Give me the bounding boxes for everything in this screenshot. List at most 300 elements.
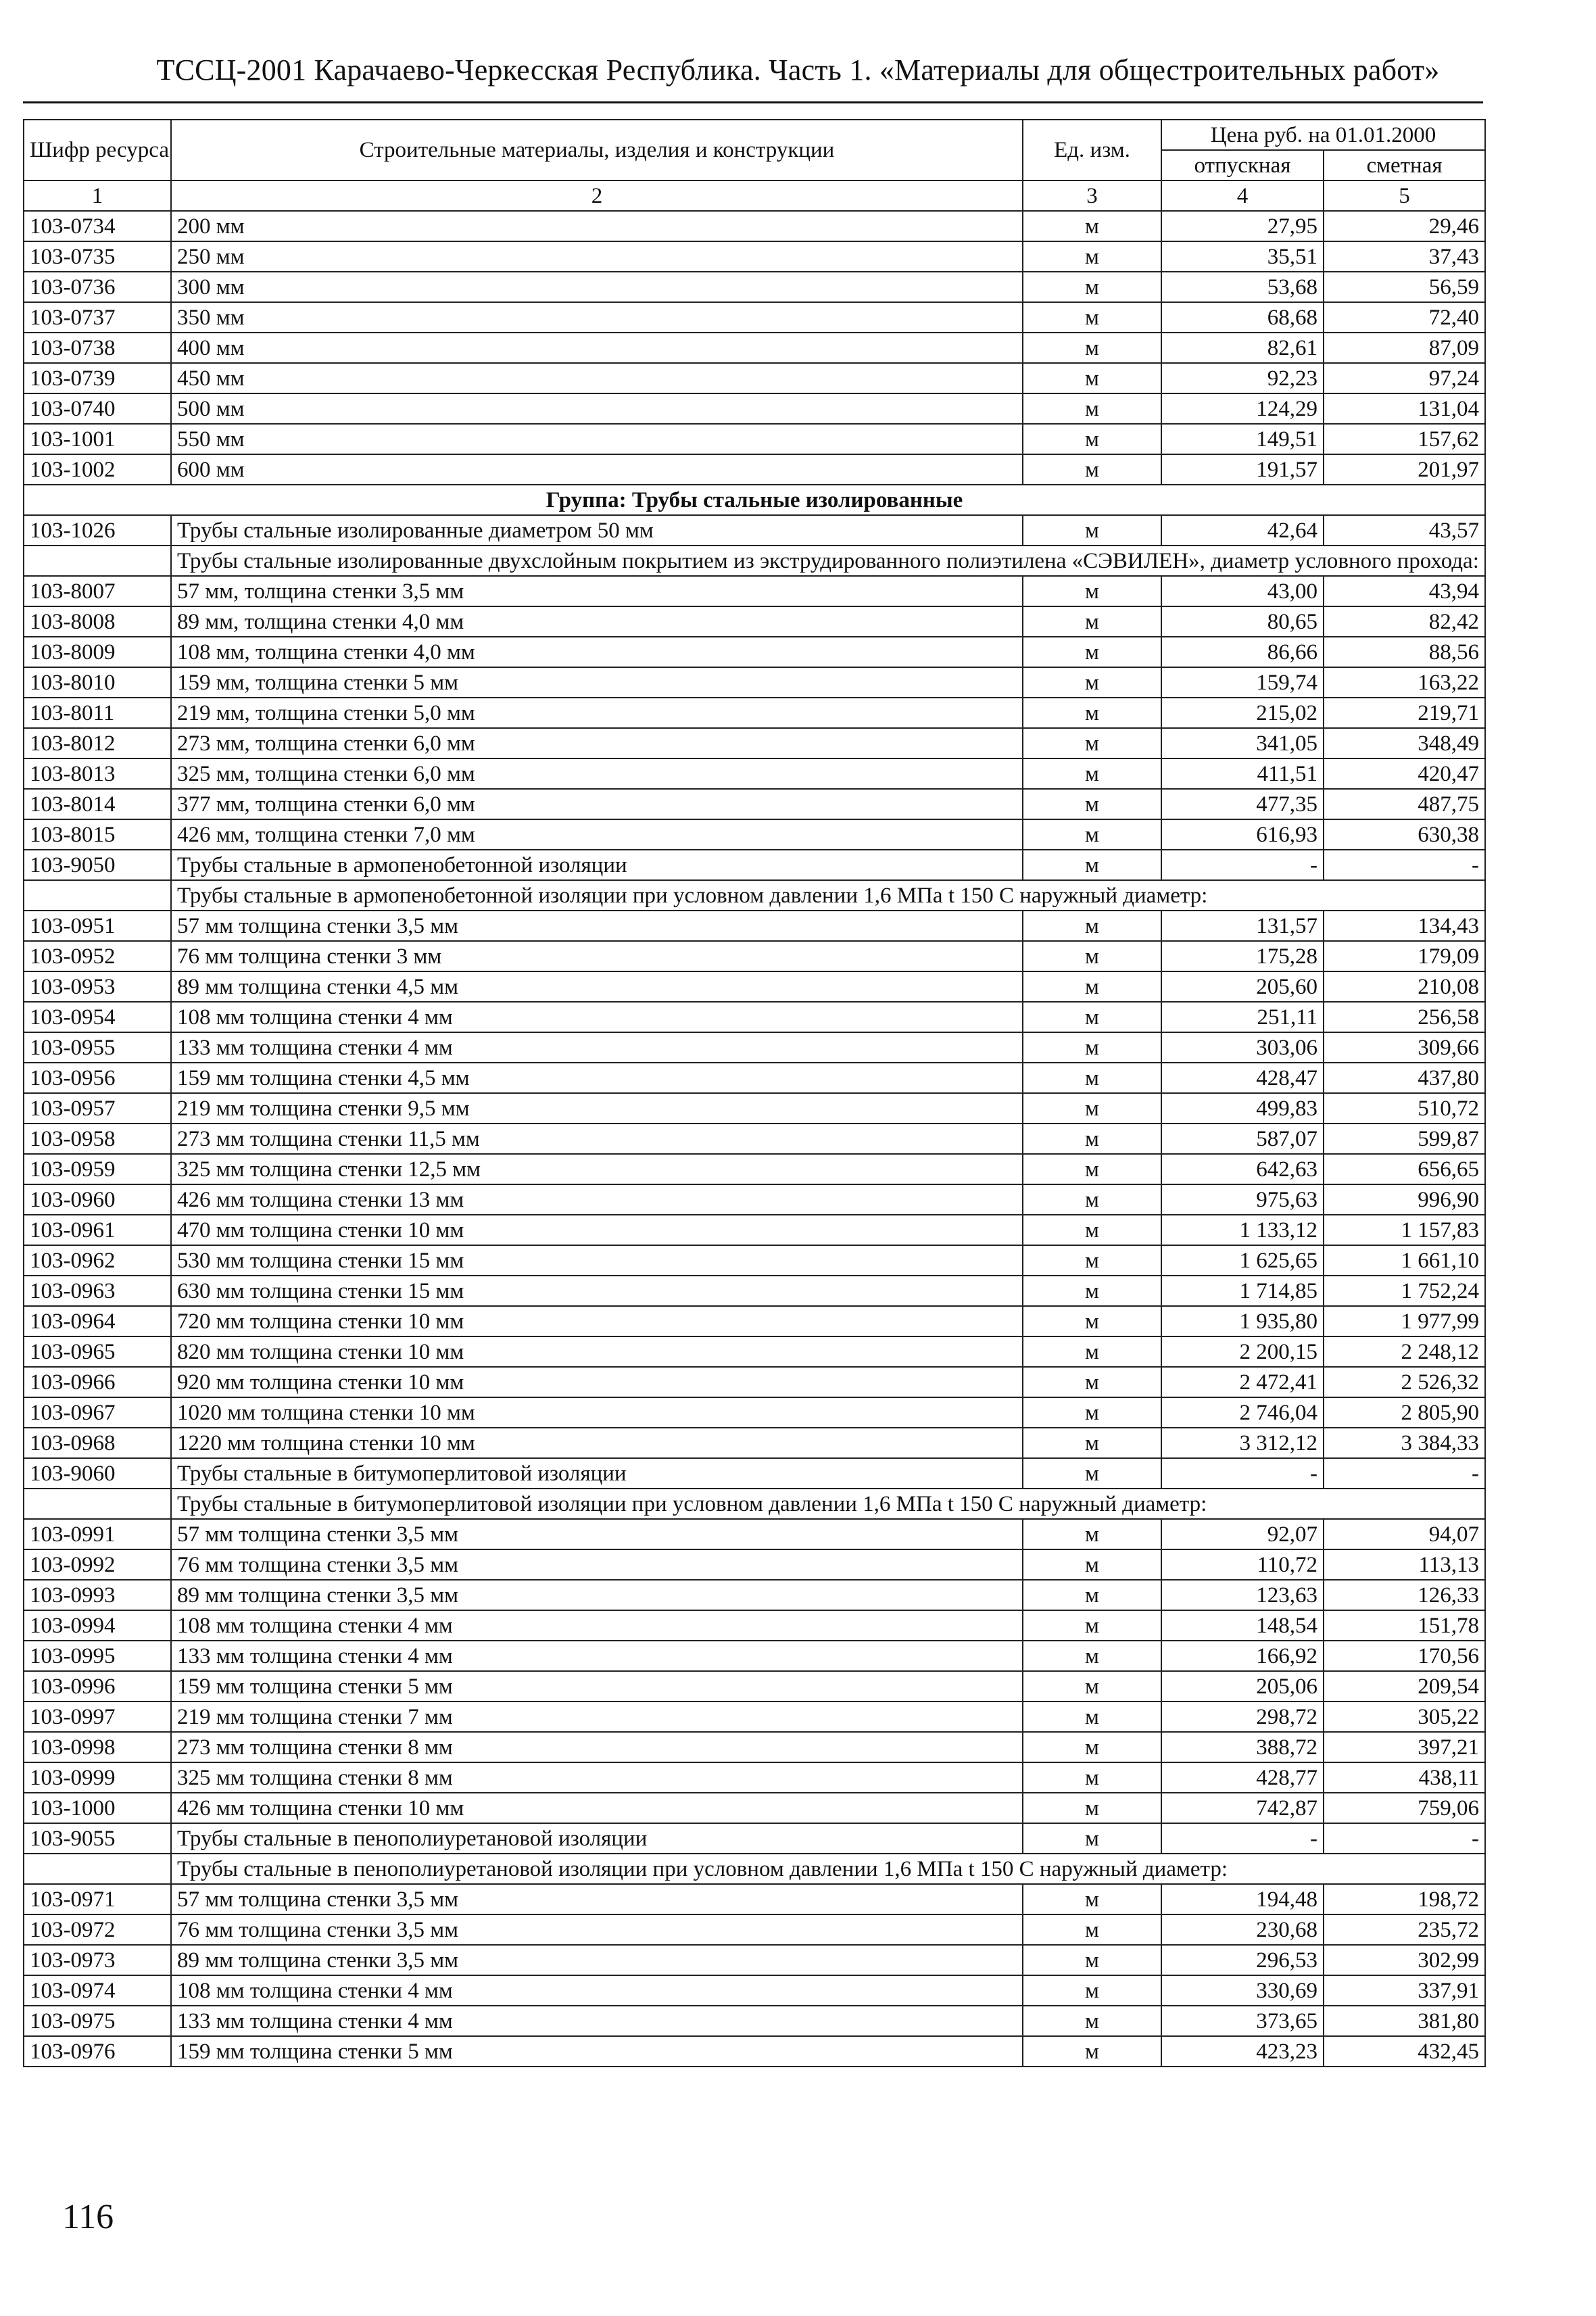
estimate-price: 381,80: [1324, 2006, 1485, 2036]
unit-cell: м: [1023, 1702, 1161, 1732]
estimate-price: 56,59: [1324, 272, 1485, 302]
unit-cell: м: [1023, 2006, 1161, 2036]
estimate-price: 179,09: [1324, 941, 1485, 971]
release-price: 42,64: [1161, 515, 1324, 546]
item-name: 377 мм, толщина стенки 6,0 мм: [171, 789, 1023, 819]
table-row: [24, 454, 1485, 485]
item-name: 57 мм, толщина стенки 3,5 мм: [171, 576, 1023, 606]
estimate-price: 510,72: [1324, 1093, 1485, 1124]
resource-code: 103-0972: [24, 1914, 171, 1945]
resource-code: 103-0993: [24, 1580, 171, 1610]
unit-cell: м: [1023, 1032, 1161, 1063]
resource-code: 103-0965: [24, 1336, 171, 1367]
unit-cell: м: [1023, 211, 1161, 241]
estimate-price: 151,78: [1324, 1610, 1485, 1641]
page-header: ТССЦ-2001 Карачаево-Черкесская Республика. Часть 1. «Материалы для общестроительных работ»: [156, 53, 1440, 87]
resource-code: 103-0961: [24, 1215, 171, 1245]
item-name: 219 мм толщина стенки 7 мм: [171, 1702, 1023, 1732]
col-index: 5: [1324, 180, 1485, 211]
resource-code: 103-9050: [24, 850, 171, 880]
estimate-price: 996,90: [1324, 1184, 1485, 1215]
item-name: 1220 мм толщина стенки 10 мм: [171, 1428, 1023, 1458]
resource-code: 103-0958: [24, 1124, 171, 1154]
estimate-price: 37,43: [1324, 241, 1485, 272]
resource-code: 103-0956: [24, 1063, 171, 1093]
resource-code: 103-0955: [24, 1032, 171, 1063]
resource-code: 103-0967: [24, 1397, 171, 1428]
release-price: 428,77: [1161, 1762, 1324, 1793]
resource-code: 103-0999: [24, 1762, 171, 1793]
unit-cell: м: [1023, 819, 1161, 850]
release-price: 423,23: [1161, 2036, 1324, 2067]
resource-code: 103-0976: [24, 2036, 171, 2067]
release-price: 303,06: [1161, 1032, 1324, 1063]
resource-code: 103-8007: [24, 576, 171, 606]
resource-code: 103-1026: [24, 515, 171, 546]
unit-cell: м: [1023, 1124, 1161, 1154]
unit-cell: м: [1023, 1093, 1161, 1124]
table-row: [24, 241, 1485, 272]
resource-code: 103-0963: [24, 1276, 171, 1306]
estimate-price: -: [1324, 850, 1485, 880]
item-name: 1020 мм толщина стенки 10 мм: [171, 1397, 1023, 1428]
item-name: 350 мм: [171, 302, 1023, 333]
unit-cell: м: [1023, 1732, 1161, 1762]
item-name: Трубы стальные в битумоперлитовой изоляции: [171, 1458, 1023, 1489]
item-name: 108 мм толщина стенки 4 мм: [171, 1002, 1023, 1032]
estimate-price: 131,04: [1324, 393, 1485, 424]
item-name: 89 мм толщина стенки 3,5 мм: [171, 1580, 1023, 1610]
item-name: 273 мм толщина стенки 8 мм: [171, 1732, 1023, 1762]
col-index: 3: [1023, 180, 1161, 211]
unit-cell: м: [1023, 333, 1161, 363]
resource-code: 103-0738: [24, 333, 171, 363]
table-row: [24, 1914, 1485, 1945]
estimate-price: 209,54: [1324, 1671, 1485, 1702]
table-row: [24, 1610, 1485, 1641]
item-name: 159 мм толщина стенки 4,5 мм: [171, 1063, 1023, 1093]
release-price: 123,63: [1161, 1580, 1324, 1610]
resource-code: 103-1000: [24, 1793, 171, 1823]
table-row: [24, 1276, 1485, 1306]
table-row: [24, 667, 1485, 698]
release-price: 2 200,15: [1161, 1336, 1324, 1367]
resource-code: 103-0739: [24, 363, 171, 393]
estimate-price: 235,72: [1324, 1914, 1485, 1945]
release-price: 35,51: [1161, 241, 1324, 272]
release-price: 1 133,12: [1161, 1215, 1324, 1245]
unit-cell: м: [1023, 1549, 1161, 1580]
table-row: [24, 1884, 1485, 1914]
table-row: [24, 1762, 1485, 1793]
table-row: [24, 1945, 1485, 1975]
item-name: 450 мм: [171, 363, 1023, 393]
release-price: 1 625,65: [1161, 1245, 1324, 1276]
resource-code: 103-0954: [24, 1002, 171, 1032]
estimate-price: -: [1324, 1458, 1485, 1489]
unit-cell: м: [1023, 272, 1161, 302]
estimate-price: 87,09: [1324, 333, 1485, 363]
estimate-price: 437,80: [1324, 1063, 1485, 1093]
unit-cell: м: [1023, 1306, 1161, 1336]
release-price: -: [1161, 1458, 1324, 1489]
empty-cell: [24, 880, 171, 911]
resource-code: 103-0736: [24, 272, 171, 302]
table-row: [24, 1215, 1485, 1245]
unit-cell: м: [1023, 1914, 1161, 1945]
estimate-price: 170,56: [1324, 1641, 1485, 1671]
unit-cell: м: [1023, 1397, 1161, 1428]
group-title: Группа: Трубы стальные изолированные: [24, 485, 1485, 515]
unit-cell: м: [1023, 302, 1161, 333]
table-row: [24, 1093, 1485, 1124]
release-price: 86,66: [1161, 637, 1324, 667]
item-name: 530 мм толщина стенки 15 мм: [171, 1245, 1023, 1276]
estimate-price: 759,06: [1324, 1793, 1485, 1823]
release-price: 166,92: [1161, 1641, 1324, 1671]
estimate-price: 348,49: [1324, 728, 1485, 758]
empty-cell: [24, 546, 171, 576]
unit-cell: м: [1023, 1276, 1161, 1306]
resource-code: 103-0957: [24, 1093, 171, 1124]
resource-code: 103-1001: [24, 424, 171, 454]
estimate-price: 134,43: [1324, 911, 1485, 941]
unit-cell: м: [1023, 2036, 1161, 2067]
unit-cell: м: [1023, 1884, 1161, 1914]
item-name: 159 мм толщина стенки 5 мм: [171, 2036, 1023, 2067]
header-release: отпускная: [1161, 150, 1324, 180]
resource-code: 103-0992: [24, 1549, 171, 1580]
release-price: 330,69: [1161, 1975, 1324, 2006]
item-name: 89 мм толщина стенки 3,5 мм: [171, 1945, 1023, 1975]
item-name: 600 мм: [171, 454, 1023, 485]
unit-cell: м: [1023, 667, 1161, 698]
table-row: [24, 272, 1485, 302]
subheader-text: Трубы стальные в битумоперлитовой изоляции при условном давлении 1,6 МПа t 150 С наружный диаметр:: [171, 1489, 1485, 1519]
unit-cell: м: [1023, 1580, 1161, 1610]
unit-cell: м: [1023, 1945, 1161, 1975]
table-row: [24, 333, 1485, 363]
release-price: 2 746,04: [1161, 1397, 1324, 1428]
estimate-price: 198,72: [1324, 1884, 1485, 1914]
resource-code: 103-8011: [24, 698, 171, 728]
table-row: [24, 1519, 1485, 1549]
table-row: [24, 637, 1485, 667]
resource-code: 103-0952: [24, 941, 171, 971]
resource-code: 103-0994: [24, 1610, 171, 1641]
table-row: [24, 941, 1485, 971]
table-row: [24, 393, 1485, 424]
estimate-price: 157,62: [1324, 424, 1485, 454]
table-row: [24, 1397, 1485, 1428]
table-row: [24, 1458, 1485, 1489]
subheader-text: Трубы стальные изолированные двухслойным покрытием из экструдированного полиэтилена «СЭВИЛЕН», диаметр условного прохода:: [171, 546, 1485, 576]
unit-cell: м: [1023, 1367, 1161, 1397]
unit-cell: м: [1023, 1245, 1161, 1276]
subheader-row: [24, 546, 1485, 576]
estimate-price: 1 752,24: [1324, 1276, 1485, 1306]
resource-code: 103-0966: [24, 1367, 171, 1397]
release-price: 411,51: [1161, 758, 1324, 789]
resource-code: 103-0960: [24, 1184, 171, 1215]
estimate-price: 302,99: [1324, 1945, 1485, 1975]
estimate-price: 487,75: [1324, 789, 1485, 819]
estimate-price: 305,22: [1324, 1702, 1485, 1732]
estimate-price: 43,94: [1324, 576, 1485, 606]
item-name: 300 мм: [171, 272, 1023, 302]
item-name: 273 мм, толщина стенки 6,0 мм: [171, 728, 1023, 758]
table-row: [24, 1702, 1485, 1732]
release-price: 80,65: [1161, 606, 1324, 637]
unit-cell: м: [1023, 1519, 1161, 1549]
item-name: 219 мм, толщина стенки 5,0 мм: [171, 698, 1023, 728]
subheader-text: Трубы стальные в пенополиуретановой изоляции при условном давлении 1,6 МПа t 150 С наружный диаметр:: [171, 1854, 1485, 1884]
unit-cell: м: [1023, 606, 1161, 637]
release-price: 131,57: [1161, 911, 1324, 941]
release-price: 53,68: [1161, 272, 1324, 302]
item-name: 133 мм толщина стенки 4 мм: [171, 1032, 1023, 1063]
table-row: [24, 515, 1485, 546]
unit-cell: м: [1023, 515, 1161, 546]
release-price: 191,57: [1161, 454, 1324, 485]
resource-code: 103-0968: [24, 1428, 171, 1458]
estimate-price: 94,07: [1324, 1519, 1485, 1549]
table-row: [24, 698, 1485, 728]
table-row: [24, 1549, 1485, 1580]
estimate-price: 88,56: [1324, 637, 1485, 667]
release-price: 1 935,80: [1161, 1306, 1324, 1336]
table-row: [24, 1428, 1485, 1458]
item-name: 820 мм толщина стенки 10 мм: [171, 1336, 1023, 1367]
estimate-price: 2 526,32: [1324, 1367, 1485, 1397]
table-row: [24, 1732, 1485, 1762]
estimate-price: 163,22: [1324, 667, 1485, 698]
estimate-price: 438,11: [1324, 1762, 1485, 1793]
table-row: [24, 758, 1485, 789]
item-name: 426 мм толщина стенки 10 мм: [171, 1793, 1023, 1823]
col-index: 4: [1161, 180, 1324, 211]
resource-code: 103-0953: [24, 971, 171, 1002]
estimate-price: 337,91: [1324, 1975, 1485, 2006]
item-name: 400 мм: [171, 333, 1023, 363]
col-index: 1: [24, 180, 171, 211]
release-price: 110,72: [1161, 1549, 1324, 1580]
release-price: 2 472,41: [1161, 1367, 1324, 1397]
release-price: 499,83: [1161, 1093, 1324, 1124]
unit-cell: м: [1023, 1975, 1161, 2006]
estimate-price: 219,71: [1324, 698, 1485, 728]
table-row: [24, 1823, 1485, 1854]
item-name: 426 мм, толщина стенки 7,0 мм: [171, 819, 1023, 850]
unit-cell: м: [1023, 363, 1161, 393]
page-number: 116: [62, 2198, 114, 2236]
release-price: 124,29: [1161, 393, 1324, 424]
item-name: 159 мм толщина стенки 5 мм: [171, 1671, 1023, 1702]
unit-cell: м: [1023, 1823, 1161, 1854]
header-price: Цена руб. на 01.01.2000: [1161, 120, 1485, 150]
table-row: [24, 1154, 1485, 1184]
release-price: 373,65: [1161, 2006, 1324, 2036]
unit-cell: м: [1023, 1154, 1161, 1184]
release-price: 251,11: [1161, 1002, 1324, 1032]
estimate-price: 397,21: [1324, 1732, 1485, 1762]
header-estimate: сметная: [1324, 150, 1485, 180]
release-price: 68,68: [1161, 302, 1324, 333]
header-code: Шифр ресурса: [24, 120, 171, 180]
unit-cell: м: [1023, 1671, 1161, 1702]
item-name: Трубы стальные в армопенобетонной изоляции: [171, 850, 1023, 880]
empty-cell: [24, 1489, 171, 1519]
estimate-price: 1 977,99: [1324, 1306, 1485, 1336]
release-price: 642,63: [1161, 1154, 1324, 1184]
item-name: 720 мм толщина стенки 10 мм: [171, 1306, 1023, 1336]
table-row: [24, 211, 1485, 241]
table-row: [24, 1063, 1485, 1093]
table-row: [24, 1975, 1485, 2006]
resource-code: 103-9055: [24, 1823, 171, 1854]
item-name: 108 мм толщина стенки 4 мм: [171, 1975, 1023, 2006]
item-name: 159 мм, толщина стенки 5 мм: [171, 667, 1023, 698]
header-rule: [23, 101, 1483, 103]
estimate-price: 29,46: [1324, 211, 1485, 241]
item-name: 500 мм: [171, 393, 1023, 424]
table-row: [24, 576, 1485, 606]
table-row: [24, 971, 1485, 1002]
estimate-price: 126,33: [1324, 1580, 1485, 1610]
unit-cell: м: [1023, 637, 1161, 667]
release-price: 159,74: [1161, 667, 1324, 698]
item-name: 108 мм, толщина стенки 4,0 мм: [171, 637, 1023, 667]
release-price: 82,61: [1161, 333, 1324, 363]
estimate-price: 113,13: [1324, 1549, 1485, 1580]
resource-code: 103-0996: [24, 1671, 171, 1702]
table-row: [24, 1793, 1485, 1823]
table-row: [24, 1184, 1485, 1215]
resource-code: 103-0991: [24, 1519, 171, 1549]
table-row: [24, 606, 1485, 637]
table-body: [24, 211, 1485, 2067]
resource-code: 103-8008: [24, 606, 171, 637]
unit-cell: м: [1023, 1458, 1161, 1489]
release-price: 43,00: [1161, 576, 1324, 606]
table-row: [24, 1641, 1485, 1671]
estimate-price: 3 384,33: [1324, 1428, 1485, 1458]
table-row: [24, 1124, 1485, 1154]
item-name: 89 мм толщина стенки 4,5 мм: [171, 971, 1023, 1002]
table-row: [24, 1367, 1485, 1397]
resource-code: 103-9060: [24, 1458, 171, 1489]
table-row: [24, 302, 1485, 333]
table-row: [24, 1336, 1485, 1367]
table-row: [24, 1245, 1485, 1276]
item-name: 470 мм толщина стенки 10 мм: [171, 1215, 1023, 1245]
estimate-price: 2 805,90: [1324, 1397, 1485, 1428]
item-name: 133 мм толщина стенки 4 мм: [171, 1641, 1023, 1671]
unit-cell: м: [1023, 971, 1161, 1002]
item-name: 219 мм толщина стенки 9,5 мм: [171, 1093, 1023, 1124]
table-row: [24, 2036, 1485, 2067]
table-row: [24, 1580, 1485, 1610]
release-price: 616,93: [1161, 819, 1324, 850]
item-name: 133 мм толщина стенки 4 мм: [171, 2006, 1023, 2036]
resource-code: 103-0962: [24, 1245, 171, 1276]
table-row: [24, 1032, 1485, 1063]
release-price: 388,72: [1161, 1732, 1324, 1762]
item-name: 426 мм толщина стенки 13 мм: [171, 1184, 1023, 1215]
unit-cell: м: [1023, 911, 1161, 941]
resource-code: 103-8010: [24, 667, 171, 698]
unit-cell: м: [1023, 424, 1161, 454]
release-price: 230,68: [1161, 1914, 1324, 1945]
resource-code: 103-0964: [24, 1306, 171, 1336]
release-price: 1 714,85: [1161, 1276, 1324, 1306]
item-name: 325 мм, толщина стенки 6,0 мм: [171, 758, 1023, 789]
release-price: 587,07: [1161, 1124, 1324, 1154]
unit-cell: м: [1023, 393, 1161, 424]
unit-cell: м: [1023, 1002, 1161, 1032]
item-name: 200 мм: [171, 211, 1023, 241]
table-header: [24, 120, 1485, 211]
item-name: 76 мм толщина стенки 3 мм: [171, 941, 1023, 971]
estimate-price: 309,66: [1324, 1032, 1485, 1063]
item-name: 108 мм толщина стенки 4 мм: [171, 1610, 1023, 1641]
unit-cell: м: [1023, 241, 1161, 272]
group-row: [24, 485, 1485, 515]
estimate-price: -: [1324, 1823, 1485, 1854]
unit-cell: м: [1023, 1063, 1161, 1093]
unit-cell: м: [1023, 789, 1161, 819]
resource-code: 103-0995: [24, 1641, 171, 1671]
table-row: [24, 1306, 1485, 1336]
resource-code: 103-0973: [24, 1945, 171, 1975]
resource-code: 103-0998: [24, 1732, 171, 1762]
estimate-price: 2 248,12: [1324, 1336, 1485, 1367]
table-row: [24, 819, 1485, 850]
estimate-price: 420,47: [1324, 758, 1485, 789]
unit-cell: м: [1023, 1610, 1161, 1641]
unit-cell: м: [1023, 1762, 1161, 1793]
item-name: 89 мм, толщина стенки 4,0 мм: [171, 606, 1023, 637]
item-name: 57 мм толщина стенки 3,5 мм: [171, 1884, 1023, 1914]
table-row: [24, 363, 1485, 393]
item-name: 57 мм толщина стенки 3,5 мм: [171, 911, 1023, 941]
resource-code: 103-8014: [24, 789, 171, 819]
unit-cell: м: [1023, 454, 1161, 485]
release-price: 205,06: [1161, 1671, 1324, 1702]
unit-cell: м: [1023, 1336, 1161, 1367]
unit-cell: м: [1023, 941, 1161, 971]
unit-cell: м: [1023, 758, 1161, 789]
resource-code: 103-0997: [24, 1702, 171, 1732]
table-row: [24, 911, 1485, 941]
resource-code: 103-0740: [24, 393, 171, 424]
resource-code: 103-0975: [24, 2006, 171, 2036]
release-price: 742,87: [1161, 1793, 1324, 1823]
release-price: 205,60: [1161, 971, 1324, 1002]
estimate-price: 201,97: [1324, 454, 1485, 485]
estimate-price: 656,65: [1324, 1154, 1485, 1184]
release-price: 27,95: [1161, 211, 1324, 241]
subheader-row: [24, 880, 1485, 911]
item-name: 57 мм толщина стенки 3,5 мм: [171, 1519, 1023, 1549]
estimate-price: 630,38: [1324, 819, 1485, 850]
empty-cell: [24, 1854, 171, 1884]
item-name: 273 мм толщина стенки 11,5 мм: [171, 1124, 1023, 1154]
release-price: 298,72: [1161, 1702, 1324, 1732]
item-name: 250 мм: [171, 241, 1023, 272]
unit-cell: м: [1023, 1793, 1161, 1823]
release-price: 341,05: [1161, 728, 1324, 758]
